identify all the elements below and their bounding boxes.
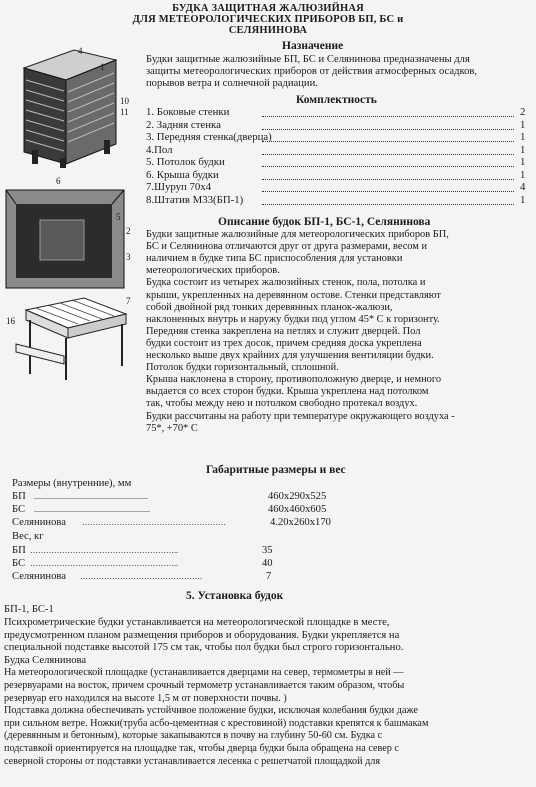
fig1-label: 1: [100, 62, 105, 72]
dot-leader: [262, 157, 514, 167]
section-heading-dimensions: Габаритные размеры и вес: [206, 464, 346, 476]
description-line: наличием в будке типа БС приспособления для установки: [146, 253, 403, 265]
dot-leader: [262, 132, 514, 142]
fig2-label: 3: [126, 252, 131, 262]
weight-value: 7: [266, 571, 272, 582]
installation-line: Психрометрические будки устанавливается на метеорологической площадке в месте,: [4, 617, 390, 628]
sizes-label: Размеры (внутренние), мм: [12, 478, 132, 489]
installation-line: подставкой ориентируется на площадке так, чтобы дверца будки была обращена на север с: [4, 743, 399, 754]
installation-line: резервуар его находился на высоте 1,5 м от поверхности почвы. ): [4, 692, 287, 704]
description-line: Будка состоит из четырех жалюзийных стенок, пола, потолка и: [146, 277, 426, 289]
weight-dots: ………………………………………………..: [30, 559, 178, 568]
dot-leader: [262, 170, 514, 180]
size-name: БП: [12, 491, 26, 502]
size-value: 460х460х605: [268, 504, 327, 515]
description-line: Крыша наклонена в сторону, противоположную дверце, и немного: [146, 374, 442, 386]
description-line: собой двойной ряд тонких деревянных планок-жалюзи,: [146, 301, 393, 313]
installation-subheading: БП-1, БС-1: [4, 604, 54, 615]
description-line: Будки рассчитаны на работу при температуре окружающего воздуха -: [146, 410, 455, 422]
installation-line: северной стороны от подставки устанавливается лесенка с решетчатой площадкой для: [4, 755, 381, 767]
size-value: 4.20х260х170: [270, 517, 331, 528]
installation-line: резервуарами на восток, причем срочный термометр устанавливается таким образом, чтобы: [4, 680, 405, 691]
dot-leader: [262, 145, 514, 155]
document-title-line2: ДЛЯ МЕТЕОРОЛОГИЧЕСКИХ ПРИБОРОВ БП, БС и: [132, 14, 404, 25]
weight-dots: ……………………………………….: [80, 572, 202, 581]
completeness-item-qty: 1: [520, 156, 526, 168]
purpose-line: Будки защитные жалюзийные БП, БС и Селянинова предназначены для: [146, 54, 470, 65]
completeness-item-text: 3. Передняя стенка(дверца): [146, 131, 272, 143]
fig2-label: 6: [56, 176, 61, 186]
description-line: так, чтобы между нею и потолком свободно протекал воздух.: [146, 398, 418, 410]
installation-subheading: Будка Селянинова: [4, 654, 87, 666]
description-line: 75*, +70* С: [146, 422, 198, 434]
completeness-item-text: 7.Шуруп 70х4: [146, 181, 212, 193]
completeness-item-qty: 1: [520, 143, 526, 156]
booth-front-figure: [4, 40, 128, 168]
weight-dots: ………………………………………………..: [30, 546, 178, 555]
completeness-item-qty: 1: [520, 168, 526, 181]
fig3-label: 16: [6, 316, 15, 326]
weight-value: 40: [262, 558, 273, 569]
weight-name: Селянинова: [12, 571, 66, 582]
dot-leader: [262, 120, 514, 130]
completeness-item-text: 2. Задняя стенка: [146, 118, 221, 131]
section-heading-description: Описание будок БП-1, БС-1, Селянинова: [218, 216, 431, 228]
installation-line: предусмотренном планом размещения приборов и оборудования. Будки укрепляется на: [4, 629, 400, 641]
fig1-label: 11: [120, 107, 129, 117]
fig1-label: 4: [78, 46, 83, 56]
completeness-item-text: 8.Штатив М33(БП-1): [146, 193, 244, 206]
purpose-line: порывов ветра и солнечной радиации.: [146, 78, 318, 89]
description-line: крыши, укрепленных на деревянном остове. Стенки представляют: [146, 289, 441, 301]
description-line: метеорологических приборов.: [146, 265, 280, 277]
installation-line: Подставка должна обеспечивать устойчивое положение будки, исключая колебания будки даже: [4, 705, 418, 717]
installation-line: На метеорологической площадке (устанавливается дверцами на север, термометры в ней —: [4, 667, 404, 679]
completeness-item-qty: 1: [520, 193, 526, 206]
purpose-line: защиты метеорологических приборов от действия атмосферных осадков,: [146, 66, 478, 77]
section-heading-completeness: Комплектность: [296, 94, 377, 106]
description-line: БС и Селянинова отличаются друг от друга размерами, весом и: [146, 241, 428, 253]
section-heading-installation: 5. Установка будок: [186, 590, 284, 602]
completeness-item-qty: 1: [520, 118, 526, 131]
description-line: будки состоит из трех досок, причем средняя доска укреплена: [146, 337, 422, 349]
weight-name: БП: [12, 545, 26, 556]
description-line: Будки защитные жалюзийные для метеорологических приборов БП,: [146, 229, 449, 240]
completeness-item-qty: 1: [520, 131, 526, 143]
description-line: Потолок будки горизонтальный, сплошной.: [146, 362, 339, 374]
description-line: наклоненных внутрь и наружу будки под углом 45* С к горизонту.: [146, 313, 440, 325]
dot-leader: [262, 195, 514, 205]
dot-leader: [262, 107, 514, 117]
size-name: Селянинова: [12, 517, 66, 528]
fig2-label: 2: [126, 226, 131, 236]
dot-leader: [262, 182, 514, 192]
fig1-label: 10: [120, 96, 129, 106]
weight-value: 35: [262, 545, 273, 556]
completeness-item-qty: 2: [520, 106, 526, 118]
document-title-line3: СЕЛЯНИНОВА: [228, 25, 308, 36]
installation-line: (деревянным и бетонным), которые закапываются в почву на глубину 50-60 см. Будка с: [4, 730, 383, 742]
size-dots: ..........................................................: [34, 505, 150, 514]
installation-line: специальной подставке высотой 175 см так, чтобы пол будки был строго горизонтально.: [4, 642, 404, 654]
weight-label: Вес, кг: [12, 531, 44, 542]
fig2-label: 5: [116, 212, 121, 222]
completeness-item-text: 4.Пол: [146, 143, 173, 156]
completeness-item-text: 5. Потолок будки: [146, 156, 225, 168]
completeness-item-text: 1. Боковые стенки: [146, 106, 230, 118]
description-line: Передняя стенка закреплена на петлях и служит дверцей. Пол: [146, 325, 421, 337]
booth-stand-figure: [4, 290, 132, 382]
weight-name: БС: [12, 558, 26, 569]
section-heading-purpose: Назначение: [282, 40, 344, 52]
document-title-line1: БУДКА ЗАЩИТНАЯ ЖАЛЮЗИЙНАЯ: [172, 3, 364, 14]
size-dots: ………………………………………………: [82, 518, 226, 527]
size-name: БС: [12, 504, 26, 515]
completeness-item-text: 6. Крыша будки: [146, 168, 219, 181]
description-line: несколько выше двух крайних для улучшения вентиляции будки.: [146, 350, 434, 361]
size-value: 460х290х525: [268, 491, 327, 502]
completeness-item-qty: 4: [520, 181, 526, 193]
fig3-label: 7: [126, 296, 131, 306]
installation-line: при сильном ветре. Ножки(труба асбо-цементная с крестовиной) подставки крепятся к башмакам: [4, 717, 429, 729]
size-dots: .........................................................: [34, 492, 148, 501]
description-line: выдается со всех сторон будки. Крыша укреплена над потолком: [146, 386, 429, 398]
booth-interior-figure: [4, 180, 128, 290]
